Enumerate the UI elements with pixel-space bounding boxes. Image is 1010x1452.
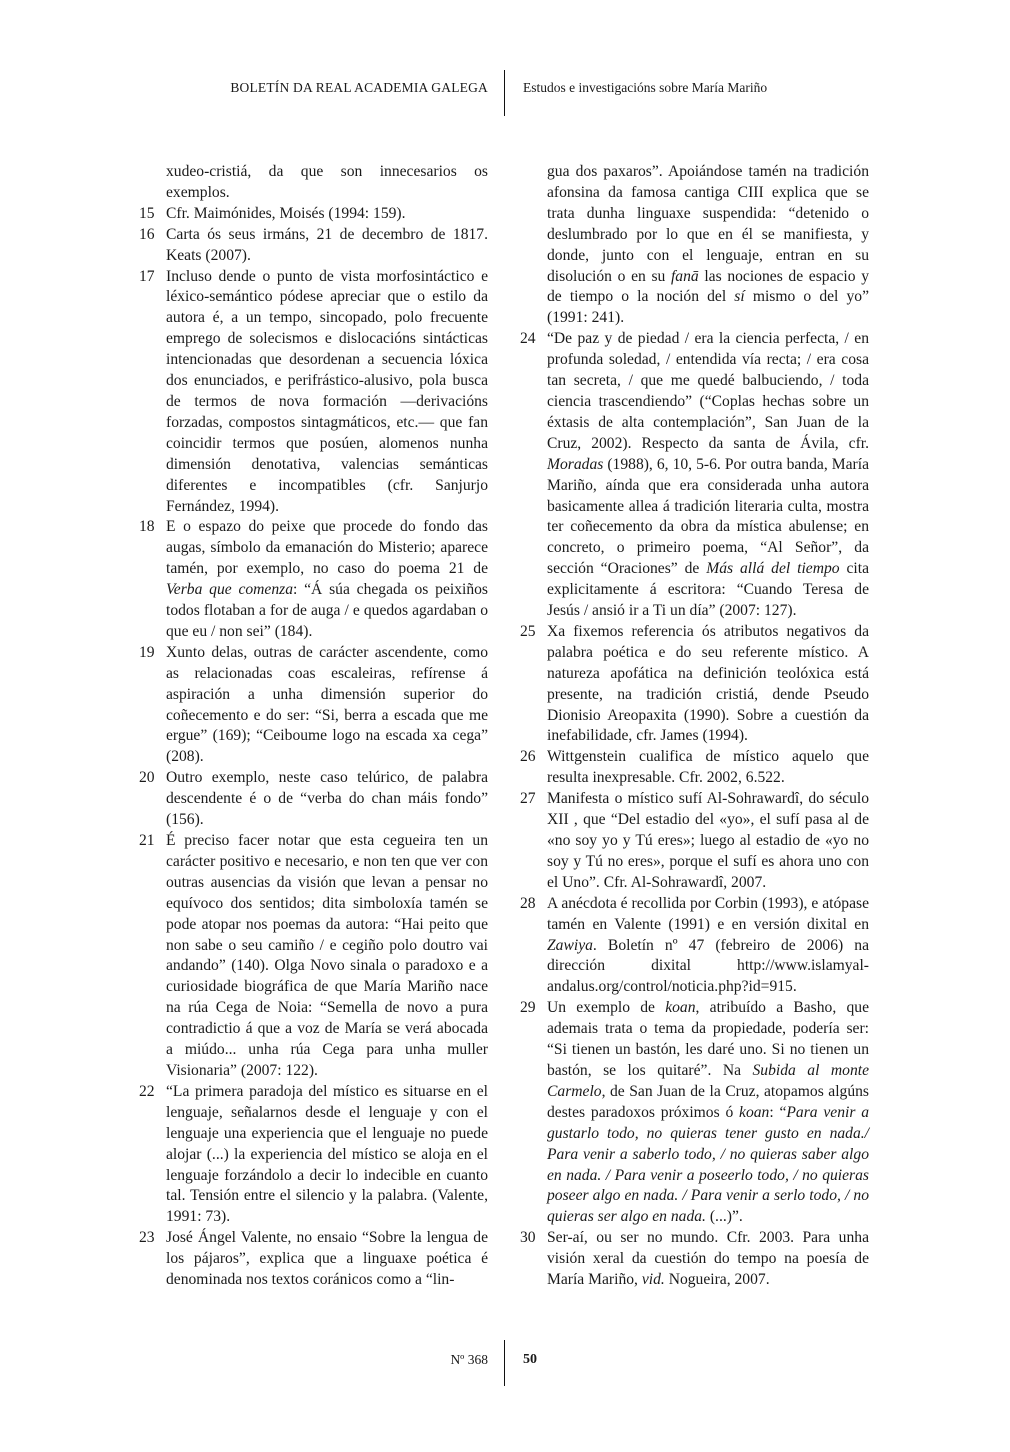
footnote-number: 26 [520, 748, 536, 766]
footnote-21 [139, 831, 488, 1082]
footnote-15 [139, 204, 488, 225]
footnote-text: Nogueira, 2007. [664, 1271, 770, 1289]
footnote-23 [139, 1228, 488, 1291]
footnote-text: cita explicitamente á escritora: “Cuando Teresa de Jesús / ansió ir a Ti un día” (2007: 127). [547, 560, 869, 620]
footnote-number: 27 [520, 790, 536, 808]
footnote-number: 20 [139, 769, 155, 787]
footnote-number: 28 [520, 894, 536, 912]
term: koan [665, 999, 696, 1017]
footnote-28 [520, 894, 869, 999]
footnote-number: 25 [520, 622, 536, 640]
footnote-number: 19 [139, 643, 155, 661]
footnote-text: Cfr. Maimónides, Moisés (1994: 159). [166, 204, 406, 222]
footnote-25 [520, 622, 869, 747]
footnote-text: Ser-aí, ou ser no mundo. Cfr. 2003. Para unha visión xeral da cuestión do tempo na poesía de María Mariño, [547, 1229, 869, 1289]
term: koan [739, 1103, 770, 1121]
footnote-text: . Boletín nº 47 (febreiro de 2006) na dirección dixital http://www.islamyal-andalus.org/control/noticia.php?id=915. [547, 936, 869, 996]
term: fanā [670, 267, 699, 285]
text-segment: las nociones de espacio y de tiempo o la noción del [547, 267, 869, 306]
quotation: Para venir a gustarlo todo, no quieras tener gusto en nada./ Para venir a saberlo todo, / no quieras saber algo en nada. / Para venir a poseerlo todo, / no quieras poseer algo en nada. / Para venir a serlo todo, / no quieras ser algo en nada. [547, 1103, 870, 1226]
footnote-text: José Ángel Valente, no ensaio “Sobre la lengua de los pájaros”, explica que a linguaxe poética é denominada nos textos coránicos como a “lin- [166, 1229, 488, 1289]
term: sí [734, 288, 745, 306]
footnote-26 [520, 747, 869, 789]
footnote-number: 23 [139, 1229, 155, 1247]
footnote-27 [520, 789, 869, 894]
footnote-text: Outro exemplo, neste caso telúrico, de palabra descendente é o de “verba do chan máis fondo” (156). [166, 769, 488, 829]
work-title: Verba que comenza [166, 581, 294, 599]
text-segment: mismo o del yo” (1991: 241). [547, 288, 869, 327]
footnote-20 [139, 768, 488, 831]
continuation-text: xudeo-cristiá, da que son innecesarios os exemplos. [166, 163, 488, 201]
footnote-number: 29 [520, 999, 536, 1017]
footnote-text: Carta ós seus irmáns, 21 de decembro de 1817. Keats (2007). [166, 225, 488, 264]
footnote-number: 18 [139, 518, 155, 536]
footnote-text: Incluso dende o punto de vista morfosintáctico e léxico-semántico pódese apreciar que o estilo da autora é, a un tempo, sincopado, polo frecuente emprego de solecismos e dislocacións sintácticas intencionadas que desordenan a secuencia lóxica dos enunciados, e perifrástico-alusivo, pola busca de termos de nova formación —derivacións forzadas, compostos sintagmáticos, etc.— que fan coincidir termos que posúen, alomenos nunha dimensión denotativa, valencias semánticas diferentes e incompatibles (cfr. Sanjurjo Fernández, 1994). [166, 267, 488, 515]
footnote-number: 15 [139, 204, 155, 222]
left-column [139, 162, 488, 1291]
footnote-number: 16 [139, 225, 155, 243]
journal-title: BOLETÍN DA REAL ACADEMIA GALEGA [230, 80, 488, 95]
continuation-text [547, 162, 869, 329]
footnote-text: , atribuído a Basho, que ademais trata o tema da propiedade, podería ser: “Si tienen un bastón, les daré uno. Si no tienen un bastón, se los quitaré”. Na [547, 999, 869, 1079]
right-column [520, 162, 870, 1291]
footnote-text: Wittgenstein cualifica de místico aquelo que resulta inexpresable. Cfr. 2002, 6.522. [547, 748, 869, 787]
text-segment: gua dos paxaros”. Apoiándose tamén na tradición afonsina da famosa cantiga CIII explica que se trata dunha linguaxe suspendida: “detenido o deslumbrado por lo que en él se manifiesta, y donde, junto con el lenguaje, entran en su disolución o en su [547, 163, 869, 285]
work-title: Subida al monte Carmelo [547, 1061, 869, 1100]
footnote-text: : “Á súa chegada os peixiños todos flotaban a for de auga / e quedos agardaban o que eu / non sei” (184). [166, 581, 488, 640]
footnote-text: A anécdota é recollida por Corbin (1993), e atópase tamén en Valente (1991) e en versión dixital en [547, 894, 869, 933]
footnote-number: 22 [139, 1082, 155, 1100]
footnote-text: Xunto delas, outras de carácter ascendente, como as relacionadas coas escaleiras, refírense á aspiración a unha dimensión superior do coñecemento e do ser: “Si, berra a escada que me ergue” (169); “Ceiboume logo na escada xa cega” (208). [166, 643, 488, 766]
work-title: Moradas [547, 455, 604, 473]
footnote-text: (...)”. [705, 1208, 743, 1226]
footnote-number: 17 [139, 267, 155, 285]
footnote-number: 30 [520, 1229, 536, 1247]
footnote-number: 24 [520, 330, 536, 348]
header-divider [504, 70, 505, 116]
footnote-text: E o espazo do peixe que procede do fondo das augas, símbolo da emanación do Misterio; aparece tamén, por exemplo, no caso do poema 21 de [166, 518, 488, 578]
footnote-19 [139, 643, 488, 768]
section-title: Estudos e investigacións sobre María Mariño [523, 80, 768, 95]
footnote-text: Manifesta o místico sufí Al-Sohrawardî, do século XII , que “Del estadio del «yo», el sufí pasa al de «no soy yo y Tú eres»; luego al estadio de «yo no soy y Tú no eres», porque el sufí es ahora uno con el Uno”. Cfr. Al-Sohrawardî, 2007. [547, 790, 869, 891]
footnote-number: 21 [139, 832, 155, 849]
footnote-24 [520, 329, 869, 622]
footnote-22 [139, 1082, 488, 1228]
footnote-16 [139, 225, 488, 267]
term: vid. [641, 1271, 665, 1289]
footnote-text: , de San Juan de la Cruz, atopamos algúns destes paradoxos próximos ó [547, 1082, 869, 1121]
work-title: Más allá del tiempo [706, 560, 840, 578]
page-number: 50 [523, 1352, 537, 1367]
footnote-text: É preciso facer notar que esta cegueira ten un carácter positivo e necesario, e non ten que ver con outras ausencias da visión que levan a pensar no equívoco dos sentidos; dita simboloxía tamén se pode atopar nos poemas da autora: “Hai peito que non sabe o seu camiño / e cegiño polo doutro vai andando” (140). Olga Novo sinala o paradoxo e a curiosidade biográfica de que María Mariño nace na rúa Cega de Noia: “Semella de novo a pura contradictio á que a voz de María se verá abocada a miúdo... unha rúa Cega para unha muller Visionaria” (2007: 122). [166, 832, 488, 1079]
footnote-29 [520, 998, 870, 1228]
work-title: Zawiya [547, 936, 593, 954]
footnote-text: “La primera paradoja del místico es situarse en el lenguaje, señalarnos desde el lenguaje y con el lenguaje una experiencia que el lenguaje no puede alojar (...) la experiencia del místico se aloja en el lenguaje forzándolo a decir lo indecible en cuanto tal. Tensión entre el silencio y la palabra. (Valente, 1991: 73). [166, 1082, 488, 1226]
footnote-text: Un exemplo de [547, 999, 666, 1017]
issue-number: Nº 368 [450, 1352, 488, 1367]
footnote-30 [520, 1228, 869, 1291]
footnote-text: : “ [769, 1103, 787, 1121]
footnote-text: “De paz y de piedad / era la ciencia perfecta, / en profunda soledad, / entendida vía recta; / era cosa tan secreta, / que me quedé balbuciendo, / toda ciencia trascendiendo” (“Coplas hechas sobre un éxtasis de alta contemplación”, San Juan de la Cruz, 2002). Respecto da santa de Ávila, cfr. [547, 330, 869, 452]
footnote-text: Xa fixemos referencia ós atributos negativos da palabra poética e do seu referente místico. A natureza apofática na definición teolóxica está presente, na tradición cristiá, dende Pseudo Dionisio Areopaxita (1990). Sobre a cuestión da inefabilidade, cfr. James (1994). [547, 622, 869, 745]
footnote-text: (1988), 6, 10, 5-6. Por outra banda, María Mariño, aínda que era considerada unha autora basicamente allea á tradición literaria culta, mostra ter coñecemento da obra da mística abulense; en concreto, o primeiro poema, “Al Señor”, da sección “Oraciones” de [547, 455, 869, 578]
footnote-18 [139, 517, 488, 642]
footnote-17 [139, 267, 488, 518]
footer-divider [504, 1340, 505, 1386]
